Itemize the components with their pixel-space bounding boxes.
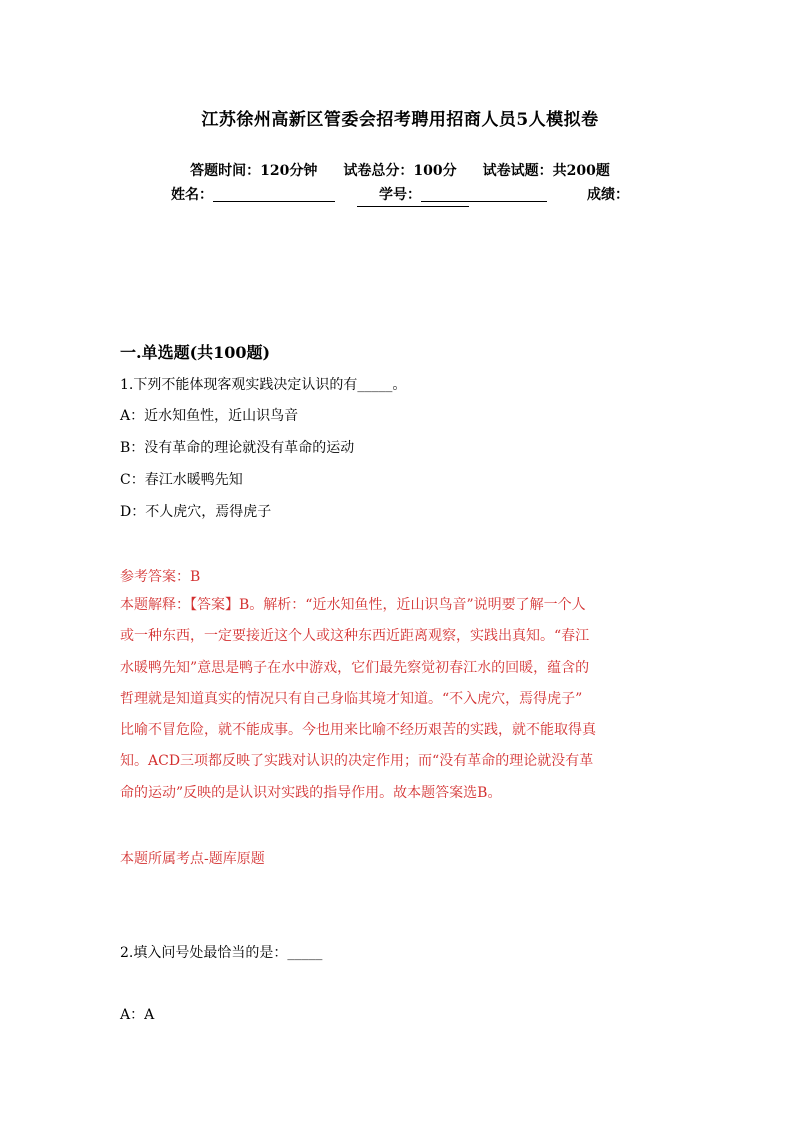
name-label: 姓名： [171, 187, 213, 203]
student-id-label: 学号： [379, 187, 421, 203]
exam-time: 答题时间：120分钟 [190, 163, 318, 179]
question-1-answer: 参考答案：B [120, 569, 201, 585]
exam-title: 江苏徐州高新区管委会招考聘用招商人员5人模拟卷 [201, 110, 599, 130]
student-info-line [0, 184, 800, 204]
explanation-line: 知。ACD三项都反映了实践对认识的决定作用；而“没有革命的理论就没有革 [120, 753, 594, 770]
student-id-blank [421, 187, 547, 202]
section-heading: 一.单选题(共100题) [120, 343, 271, 362]
question-1-option-d: D：不人虎穴，焉得虎子 [120, 504, 272, 520]
score-blank [357, 206, 469, 207]
question-1-option-a: A：近水知鱼性，近山识鸟音 [120, 408, 299, 424]
exam-total-score: 试卷总分：100分 [343, 163, 457, 179]
explanation-line: 命的运动”反映的是认识对实践的指导作用。故本题答案选B。 [120, 784, 502, 801]
question-2-option-a: A：A [120, 1007, 155, 1023]
explanation-line: 或一种东西，一定要接近这个人或这种东西近距离观察，实践出真知。“春江 [120, 628, 590, 645]
score-label: 成绩： [587, 187, 629, 203]
question-1-option-c: C：春江水暖鸭先知 [120, 472, 243, 488]
question-1-source: 本题所属考点-题库原题 [120, 851, 265, 867]
explanation-line: 本题解释：【答案】B。解析：“近水知鱼性，近山识鸟音”说明要了解一个人 [120, 597, 586, 613]
question-1-explanation [120, 590, 680, 809]
explanation-line: 哲理就是知道真实的情况只有自己身临其境才知道。“不入虎穴，焉得虎子” [120, 690, 583, 707]
exam-meta-line [0, 160, 800, 180]
question-2-stem: 2.填入问号处最恰当的是：_____ [120, 945, 323, 961]
question-1-stem: 1.下列不能体现客观实践决定认识的有_____。 [120, 377, 407, 393]
name-blank [213, 187, 335, 202]
explanation-line: 水暖鸭先知”意思是鸭子在水中游戏，它们最先察觉初春江水的回暖，蕴含的 [120, 659, 590, 676]
question-1-option-b: B：没有革命的理论就没有革命的运动 [120, 440, 355, 456]
explanation-line: 比喻不冒危险，就不能成事。今也用来比喻不经历艰苦的实践，就不能取得真 [120, 722, 596, 739]
exam-question-count: 试卷试题：共200题 [482, 163, 610, 179]
